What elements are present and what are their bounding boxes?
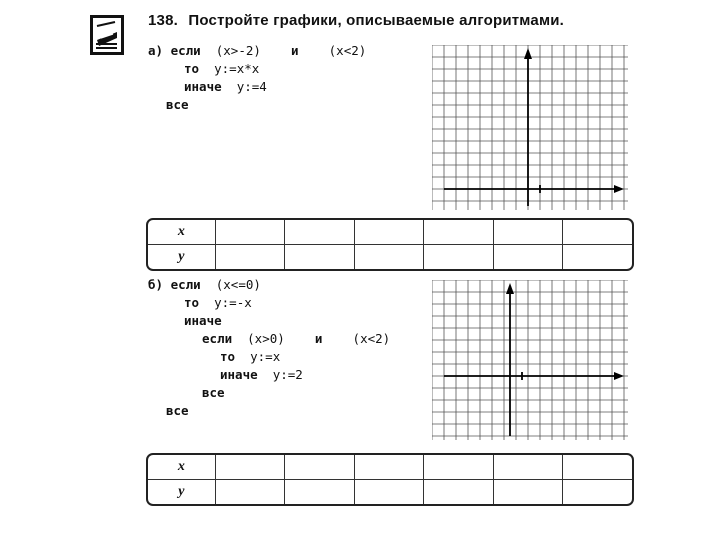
expression: (x<2)	[322, 331, 391, 346]
code-line	[148, 330, 390, 348]
expression: (x<2)	[298, 43, 367, 58]
table-cell[interactable]	[424, 480, 494, 504]
expression: (x>0)	[232, 331, 285, 346]
expression: (x<=0)	[200, 277, 261, 292]
keyword: то	[184, 295, 200, 310]
keyword: все	[202, 385, 225, 400]
table-row	[148, 220, 632, 245]
table-row	[148, 245, 632, 269]
table-cell[interactable]	[355, 480, 425, 504]
algorithm-b	[148, 276, 390, 420]
algorithm-a	[148, 42, 366, 114]
table-row	[148, 455, 632, 480]
keyword: и	[260, 43, 299, 58]
part-label: а)	[148, 43, 171, 58]
table-cell[interactable]	[494, 245, 564, 269]
part-label: б)	[148, 277, 171, 292]
table-cell[interactable]	[494, 455, 564, 480]
expression: y:=x	[235, 349, 281, 364]
code-line	[148, 96, 366, 114]
page-title	[148, 12, 564, 29]
pencil-book-icon	[90, 15, 124, 55]
table-cell[interactable]	[285, 480, 355, 504]
code-line	[148, 60, 366, 78]
keyword: если	[170, 43, 201, 58]
table-cell[interactable]	[355, 220, 425, 245]
keyword: и	[284, 331, 323, 346]
table-cell[interactable]	[216, 220, 286, 245]
table-cell[interactable]	[494, 480, 564, 504]
table-cell[interactable]	[424, 220, 494, 245]
y-axis-arrow	[506, 283, 514, 294]
y-axis-arrow	[524, 48, 532, 59]
code-line	[148, 402, 390, 420]
graph-grid-a	[432, 45, 628, 210]
keyword: если	[170, 277, 201, 292]
table-cell[interactable]	[563, 220, 632, 245]
keyword: все	[166, 97, 189, 112]
expression: y:=x*x	[199, 61, 260, 76]
keyword: то	[220, 349, 236, 364]
row-label: y	[148, 480, 216, 504]
table-cell[interactable]	[216, 480, 286, 504]
code-line	[148, 366, 390, 384]
table-row	[148, 480, 632, 504]
value-table-a	[146, 218, 634, 271]
table-cell[interactable]	[285, 220, 355, 245]
code-line	[148, 276, 390, 294]
expression: (x>-2)	[200, 43, 261, 58]
expression: y:=4	[221, 79, 267, 94]
table-cell[interactable]	[563, 480, 632, 504]
keyword: все	[166, 403, 189, 418]
keyword: иначе	[184, 313, 222, 328]
keyword: иначе	[184, 79, 222, 94]
row-label: x	[148, 220, 216, 245]
row-label: x	[148, 455, 216, 480]
code-line	[148, 78, 366, 96]
table-cell[interactable]	[355, 455, 425, 480]
expression: y:=-x	[199, 295, 252, 310]
keyword: если	[202, 331, 233, 346]
row-label: y	[148, 245, 216, 269]
value-table-b	[146, 453, 634, 506]
table-cell[interactable]	[563, 455, 632, 480]
code-line	[148, 42, 366, 60]
code-line	[148, 384, 390, 402]
expression: y:=2	[257, 367, 303, 382]
table-cell[interactable]	[285, 455, 355, 480]
graph-grid-b	[432, 280, 628, 440]
code-line	[148, 348, 390, 366]
code-line	[148, 294, 390, 312]
x-axis-arrow	[614, 185, 624, 193]
exercise-title: Постройте графики, описываемые алгоритмами.	[188, 12, 565, 29]
table-cell[interactable]	[424, 455, 494, 480]
x-axis-arrow	[614, 372, 624, 380]
table-cell[interactable]	[355, 245, 425, 269]
table-cell[interactable]	[424, 245, 494, 269]
exercise-number: 138.	[148, 12, 178, 29]
keyword: иначе	[220, 367, 258, 382]
table-cell[interactable]	[563, 245, 632, 269]
keyword: то	[184, 61, 200, 76]
table-cell[interactable]	[285, 245, 355, 269]
table-cell[interactable]	[216, 245, 286, 269]
code-line	[148, 312, 390, 330]
table-cell[interactable]	[216, 455, 286, 480]
table-cell[interactable]	[494, 220, 564, 245]
